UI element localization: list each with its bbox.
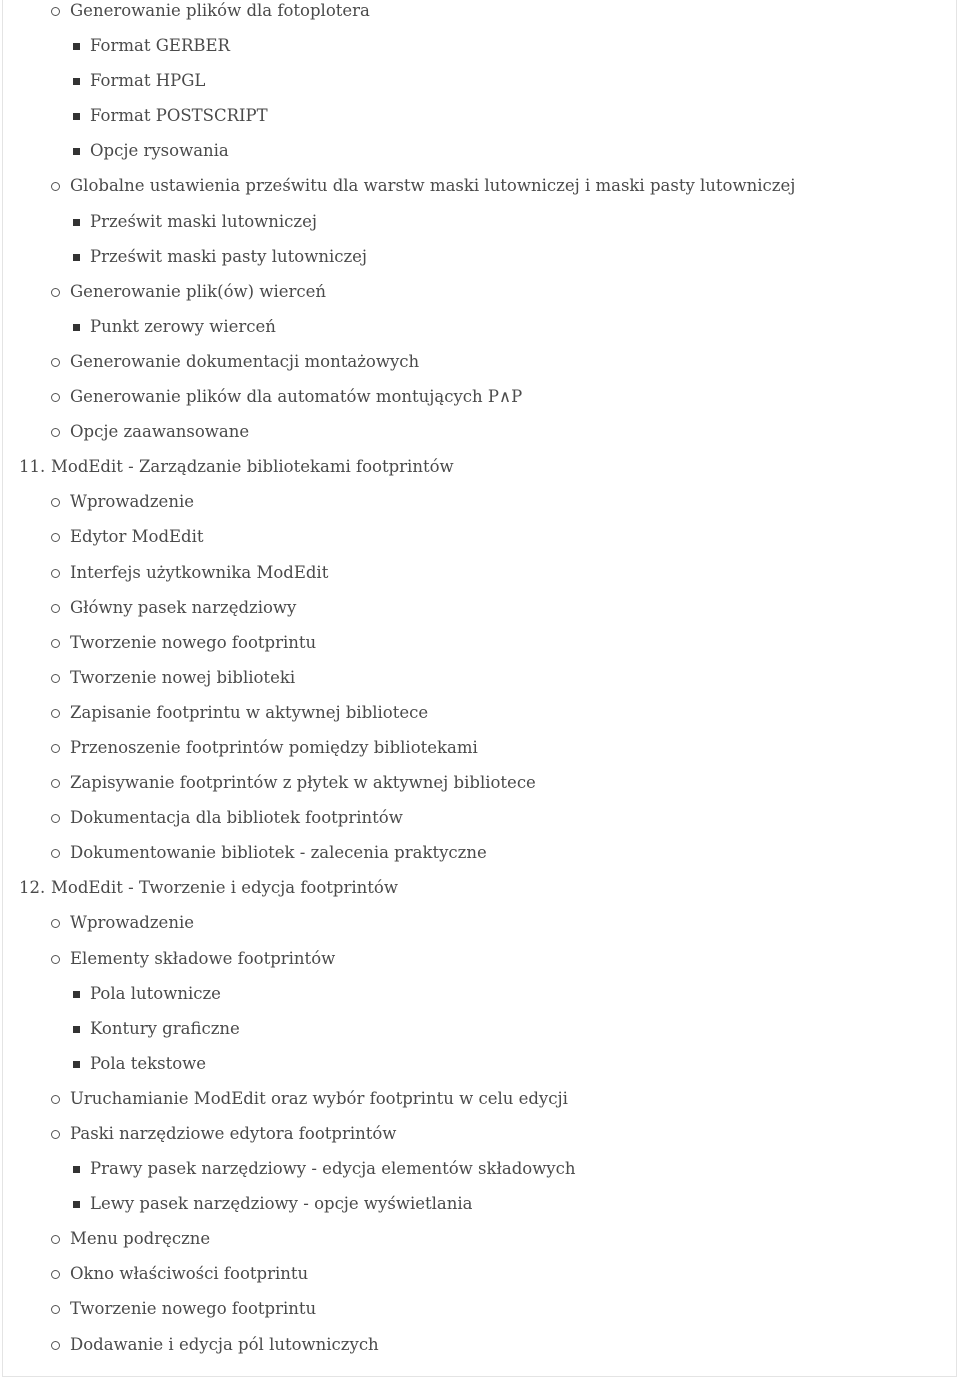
toc-section[interactable] — [0, 1120, 960, 1155]
toc-section[interactable] — [0, 699, 960, 734]
toc-subsection[interactable] — [0, 208, 960, 243]
toc-entry-label[interactable]: Format HPGL — [90, 71, 206, 91]
toc-entry-label[interactable]: Zapisanie footprintu w aktywnej bibliotece — [70, 702, 429, 722]
toc-section[interactable] — [0, 348, 960, 383]
toc-entry-label[interactable]: Opcje rysowania — [90, 141, 229, 161]
circle-bullet-icon — [51, 288, 60, 297]
toc-entry-label[interactable]: Zapisywanie footprintów z płytek w aktywnej bibliotece — [70, 773, 536, 793]
toc-section[interactable] — [0, 734, 960, 769]
toc-entry-label[interactable]: Tworzenie nowego footprintu — [70, 1299, 317, 1319]
toc-subsection[interactable] — [0, 1155, 960, 1190]
circle-bullet-icon — [51, 1270, 60, 1279]
square-bullet-icon — [73, 113, 80, 120]
toc-entry-label[interactable]: Generowanie plików dla automatów montujących P∧P — [70, 387, 523, 407]
toc-subsection[interactable] — [0, 243, 960, 278]
square-bullet-icon — [73, 254, 80, 261]
toc-subsection[interactable] — [0, 1015, 960, 1050]
toc-entry-label[interactable]: Prześwit maski lutowniczej — [90, 211, 317, 231]
circle-bullet-icon — [51, 533, 60, 542]
toc-entry-label[interactable]: Tworzenie nowego footprintu — [70, 632, 317, 652]
toc-entry-label[interactable]: Generowanie plików dla fotoplotera — [70, 1, 370, 20]
circle-bullet-icon — [51, 393, 60, 402]
toc-section[interactable] — [0, 664, 960, 699]
circle-bullet-icon — [51, 358, 60, 367]
square-bullet-icon — [73, 1026, 80, 1033]
toc-entry-label[interactable]: Uruchamianie ModEdit oraz wybór footprintu w celu edycji — [70, 1088, 568, 1108]
toc-entry-label[interactable]: ModEdit - Zarządzanie bibliotekami footprintów — [51, 457, 454, 477]
square-bullet-icon — [73, 324, 80, 331]
circle-bullet-icon — [51, 1130, 60, 1139]
toc-entry-label[interactable]: Opcje zaawansowane — [70, 422, 250, 442]
toc-section[interactable] — [0, 1260, 960, 1295]
circle-bullet-icon — [51, 498, 60, 507]
toc-section[interactable] — [0, 769, 960, 804]
circle-bullet-icon — [51, 7, 60, 16]
toc-entry-label[interactable]: Okno właściwości footprintu — [70, 1264, 309, 1284]
toc-subsection[interactable] — [0, 137, 960, 172]
toc-entry-label[interactable]: Wprowadzenie — [70, 913, 194, 933]
toc-section[interactable] — [0, 523, 960, 558]
toc-subsection[interactable] — [0, 980, 960, 1015]
square-bullet-icon — [73, 43, 80, 50]
toc-section[interactable] — [0, 594, 960, 629]
square-bullet-icon — [73, 991, 80, 998]
toc-entry-label[interactable]: Punkt zerowy wierceń — [90, 316, 276, 336]
toc-subsection[interactable] — [0, 32, 960, 67]
toc-section[interactable] — [0, 839, 960, 874]
toc-entry-label[interactable]: Menu podręczne — [70, 1229, 211, 1249]
toc-section[interactable] — [0, 1295, 960, 1330]
circle-bullet-icon — [51, 1235, 60, 1244]
circle-bullet-icon — [51, 428, 60, 437]
toc-entry-label[interactable]: Elementy składowe footprintów — [70, 948, 336, 968]
toc-subsection[interactable] — [0, 1050, 960, 1085]
toc-entry-label[interactable]: Dokumentacja dla bibliotek footprintów — [70, 808, 403, 828]
square-bullet-icon — [73, 1166, 80, 1173]
toc-entry-label[interactable]: Edytor ModEdit — [70, 527, 204, 547]
circle-bullet-icon — [51, 1095, 60, 1104]
toc-section[interactable] — [0, 945, 960, 980]
toc-entry-label[interactable]: Wprowadzenie — [70, 492, 194, 512]
toc-entry-label[interactable]: Format POSTSCRIPT — [90, 106, 268, 126]
toc-entry-label[interactable]: Kontury graficzne — [90, 1018, 240, 1038]
toc-section[interactable] — [0, 559, 960, 594]
toc-section[interactable] — [0, 804, 960, 839]
toc-section[interactable] — [0, 278, 960, 313]
toc-subsection[interactable] — [0, 313, 960, 348]
circle-bullet-icon — [51, 639, 60, 648]
square-bullet-icon — [73, 148, 80, 155]
circle-bullet-icon — [51, 709, 60, 718]
square-bullet-icon — [73, 1061, 80, 1068]
circle-bullet-icon — [51, 814, 60, 823]
toc-subsection[interactable] — [0, 102, 960, 137]
toc-entry-label[interactable]: Lewy pasek narzędziowy - opcje wyświetlania — [90, 1194, 473, 1214]
square-bullet-icon — [73, 1201, 80, 1208]
toc-entry-label[interactable]: Prześwit maski pasty lutowniczej — [90, 246, 368, 266]
toc-entry-label[interactable]: Globalne ustawienia prześwitu dla warstw maski lutowniczej i maski pasty lutowniczej — [70, 176, 796, 196]
toc-chapter[interactable] — [0, 874, 960, 909]
chapter-number: 11. — [19, 457, 46, 477]
square-bullet-icon — [73, 219, 80, 226]
toc-entry-label[interactable]: Paski narzędziowe edytora footprintów — [70, 1124, 397, 1143]
toc-section[interactable] — [0, 1085, 960, 1120]
circle-bullet-icon — [51, 744, 60, 753]
toc-entry-label[interactable]: Pola lutownicze — [90, 983, 221, 1003]
toc-section[interactable] — [0, 383, 960, 418]
toc-entry-label[interactable]: Dokumentowanie bibliotek - zalecenia praktyczne — [70, 843, 487, 863]
toc-entry-label[interactable]: Dodawanie i edycja pól lutowniczych — [70, 1334, 379, 1354]
circle-bullet-icon — [51, 569, 60, 578]
chapter-number: 12. — [19, 878, 46, 898]
toc-entry-label[interactable]: Pola tekstowe — [90, 1053, 207, 1073]
toc-entry-label[interactable]: Przenoszenie footprintów pomiędzy bibliotekami — [70, 737, 478, 757]
toc-section[interactable] — [0, 488, 960, 523]
toc-entry-label[interactable]: Generowanie dokumentacji montażowych — [70, 351, 420, 371]
toc-section[interactable] — [0, 0, 960, 32]
circle-bullet-icon — [51, 674, 60, 683]
circle-bullet-icon — [51, 849, 60, 858]
toc-section[interactable] — [0, 1331, 960, 1366]
toc-section[interactable] — [0, 909, 960, 944]
toc-entry-label[interactable]: Interfejs użytkownika ModEdit — [70, 562, 329, 582]
circle-bullet-icon — [51, 182, 60, 191]
circle-bullet-icon — [51, 1341, 60, 1350]
circle-bullet-icon — [51, 604, 60, 613]
toc-entry-label[interactable]: Generowanie plik(ów) wierceń — [70, 281, 327, 301]
toc-section[interactable] — [0, 418, 960, 453]
circle-bullet-icon — [51, 919, 60, 928]
toc-entry-label[interactable]: Główny pasek narzędziowy — [70, 597, 297, 617]
toc-section[interactable] — [0, 1225, 960, 1260]
toc-section[interactable] — [0, 629, 960, 664]
circle-bullet-icon — [51, 779, 60, 788]
toc-chapter[interactable] — [0, 453, 960, 488]
circle-bullet-icon — [51, 1305, 60, 1314]
toc-entry-label[interactable]: ModEdit - Tworzenie i edycja footprintów — [51, 878, 398, 898]
toc-subsection[interactable] — [0, 67, 960, 102]
toc-entry-label[interactable]: Tworzenie nowej biblioteki — [70, 667, 296, 687]
toc-entry-label[interactable]: Prawy pasek narzędziowy - edycja elementów składowych — [90, 1159, 576, 1179]
circle-bullet-icon — [51, 955, 60, 964]
toc-subsection[interactable] — [0, 1190, 960, 1225]
toc-section[interactable] — [0, 172, 960, 207]
square-bullet-icon — [73, 78, 80, 85]
toc-entry-label[interactable]: Format GERBER — [90, 36, 230, 56]
